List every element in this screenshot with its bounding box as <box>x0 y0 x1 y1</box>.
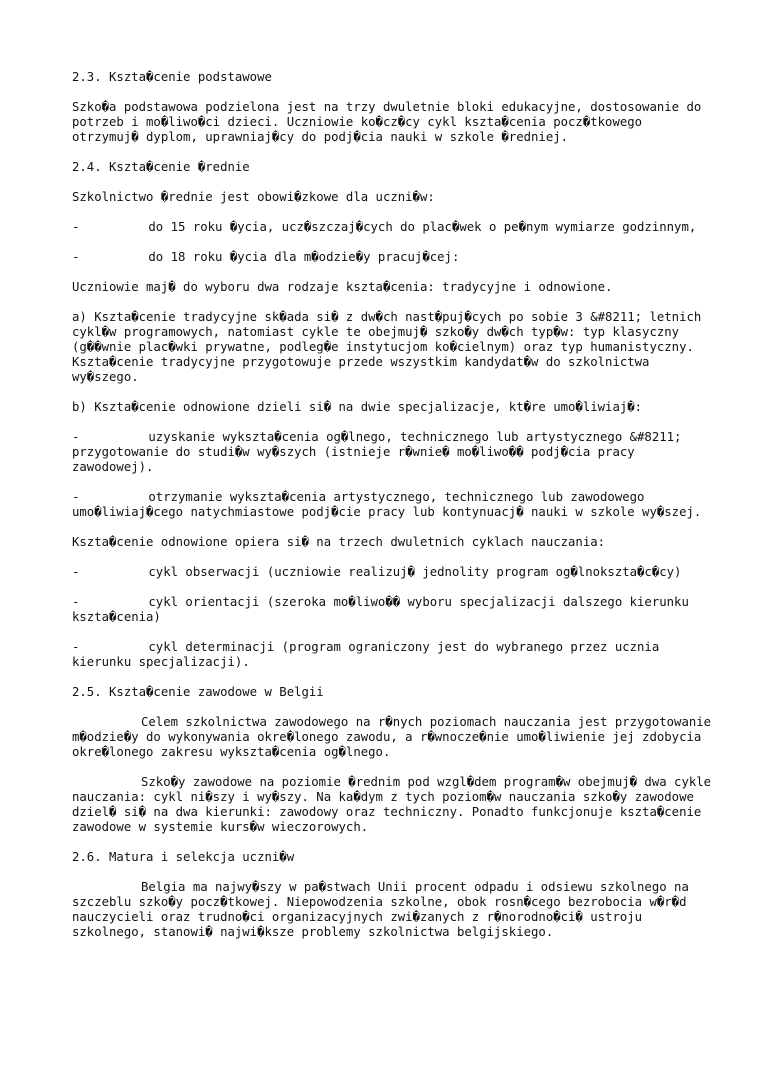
list-item <box>72 640 712 670</box>
list-dash: - <box>72 565 80 579</box>
list-item-text: do 15 roku �ycia, ucz�szczaj�cych do plac�wek o pe�nym wymiarze godzinnym, <box>148 220 697 234</box>
list-item-text: cykl obserwacji (uczniowie realizuj� jednolity program og�lnokszta�c�cy) <box>148 565 682 579</box>
list-dash: - <box>72 430 80 444</box>
section-heading: 2.6. Matura i selekcja uczni�w <box>72 850 295 864</box>
list-item-text: uzyskanie wykszta�cenia og�lnego, technicznego lub artystycznego &#8211; przygotowanie do studi�w wy�szych (istnieje r�wnie� mo�liwo�� podj�cia pracy zawodowej). <box>72 430 689 474</box>
indented-paragraph: Belgia ma najwy�szy w pa�stwach Unii procent odpadu i odsiewu szkolnego na szczeblu szko�y pocz�tkowej. Niepowodzenia szkolne, obok rosn�cego bezrobocia w�r�d nauczycieli oraz trudno�ci organizacyjnych zwi�zanych z r�norodno�ci� ustroju szkolnego, stanowi� najwi�ksze problemy szkolnictwa belgijskiego. <box>72 880 697 939</box>
list-item <box>72 220 712 235</box>
list-dash: - <box>72 220 80 234</box>
paragraph: Szkolnictwo �rednie jest obowi�zkowe dla uczni�w: <box>72 190 435 204</box>
section-heading: 2.4. Kszta�cenie �rednie <box>72 160 250 174</box>
list-item-text: cykl determinacji (program ograniczony jest do wybranego przez ucznia kierunku specjalizacji). <box>72 640 667 669</box>
indented-paragraph: Szko�y zawodowe na poziomie �rednim pod wzgl�dem program�w obejmuj� dwa cykle nauczania: cykl ni�szy i wy�szy. Na ka�dym z tych poziom�w nauczania szko�y zawodowe dziel� si� na dwa kierunki: zawodowy oraz techniczny. Ponadto funkcjonuje kszta�cenie zawodowe w systemie kurs�w wieczorowych. <box>72 775 719 834</box>
list-item <box>72 490 712 520</box>
section-heading: 2.5. Kszta�cenie zawodowe w Belgii <box>72 685 324 699</box>
list-item <box>72 430 712 475</box>
paragraph: a) Kszta�cenie tradycyjne sk�ada si� z dw�ch nast�puj�cych po sobie 3 &#8211; letnich cykl�w programowych, natomiast cykle te obejmuj� szko�y dw�ch typ�w: typ klasyczny (g��wnie plac�wki prywatne, podleg�e instytucjom ko�cielnym) oraz typ humanistyczny. Kszta�cenie tradycyjne przygotowuje przede wszystkim kandydat�w do szkolnictwa wy�szego. <box>72 310 709 384</box>
paragraph: Kszta�cenie odnowione opiera si� na trzech dwuletnich cyklach nauczania: <box>72 535 606 549</box>
paragraph: Uczniowie maj� do wyboru dwa rodzaje kszta�cenia: tradycyjne i odnowione. <box>72 280 613 294</box>
list-item-text: otrzymanie wykszta�cenia artystycznego, technicznego lub zawodowego umo�liwiaj�cego natychmiastowe podj�cie pracy lub kontynuacj� nauki w szkole wy�szej. <box>72 490 702 519</box>
list-dash: - <box>72 250 80 264</box>
indented-paragraph: Celem szkolnictwa zawodowego na r�nych poziomach nauczania jest przygotowanie m�odzie�y do wykonywania okre�lonego zawodu, a r�wnocze�nie umo�liwienie jej zdobycia okre�lonego zakresu wykszta�cenia og�lnego. <box>72 715 719 759</box>
document-page <box>72 70 719 955</box>
list-dash: - <box>72 640 80 654</box>
paragraph: Szko�a podstawowa podzielona jest na trzy dwuletnie bloki edukacyjne, dostosowanie do potrzeb i mo�liwo�ci dzieci. Uczniowie ko�cz�cy cykl kszta�cenia pocz�tkowego otrzymuj� dyplom, uprawniaj�cy do podj�cia nauki w szkole �redniej. <box>72 100 709 144</box>
list-dash: - <box>72 595 80 609</box>
section-heading: 2.3. Kszta�cenie podstawowe <box>72 70 272 84</box>
list-item <box>72 565 712 580</box>
paragraph: b) Kszta�cenie odnowione dzieli si� na dwie specjalizacje, kt�re umo�liwiaj�: <box>72 400 643 414</box>
list-item-text: cykl orientacji (szeroka mo�liwo�� wyboru specjalizacji dalszego kierunku kszta�cenia) <box>72 595 697 624</box>
list-item <box>72 250 712 265</box>
list-item-text: do 18 roku �ycia dla m�odzie�y pracuj�cej: <box>148 250 460 264</box>
list-item <box>72 595 712 625</box>
list-dash: - <box>72 490 80 504</box>
